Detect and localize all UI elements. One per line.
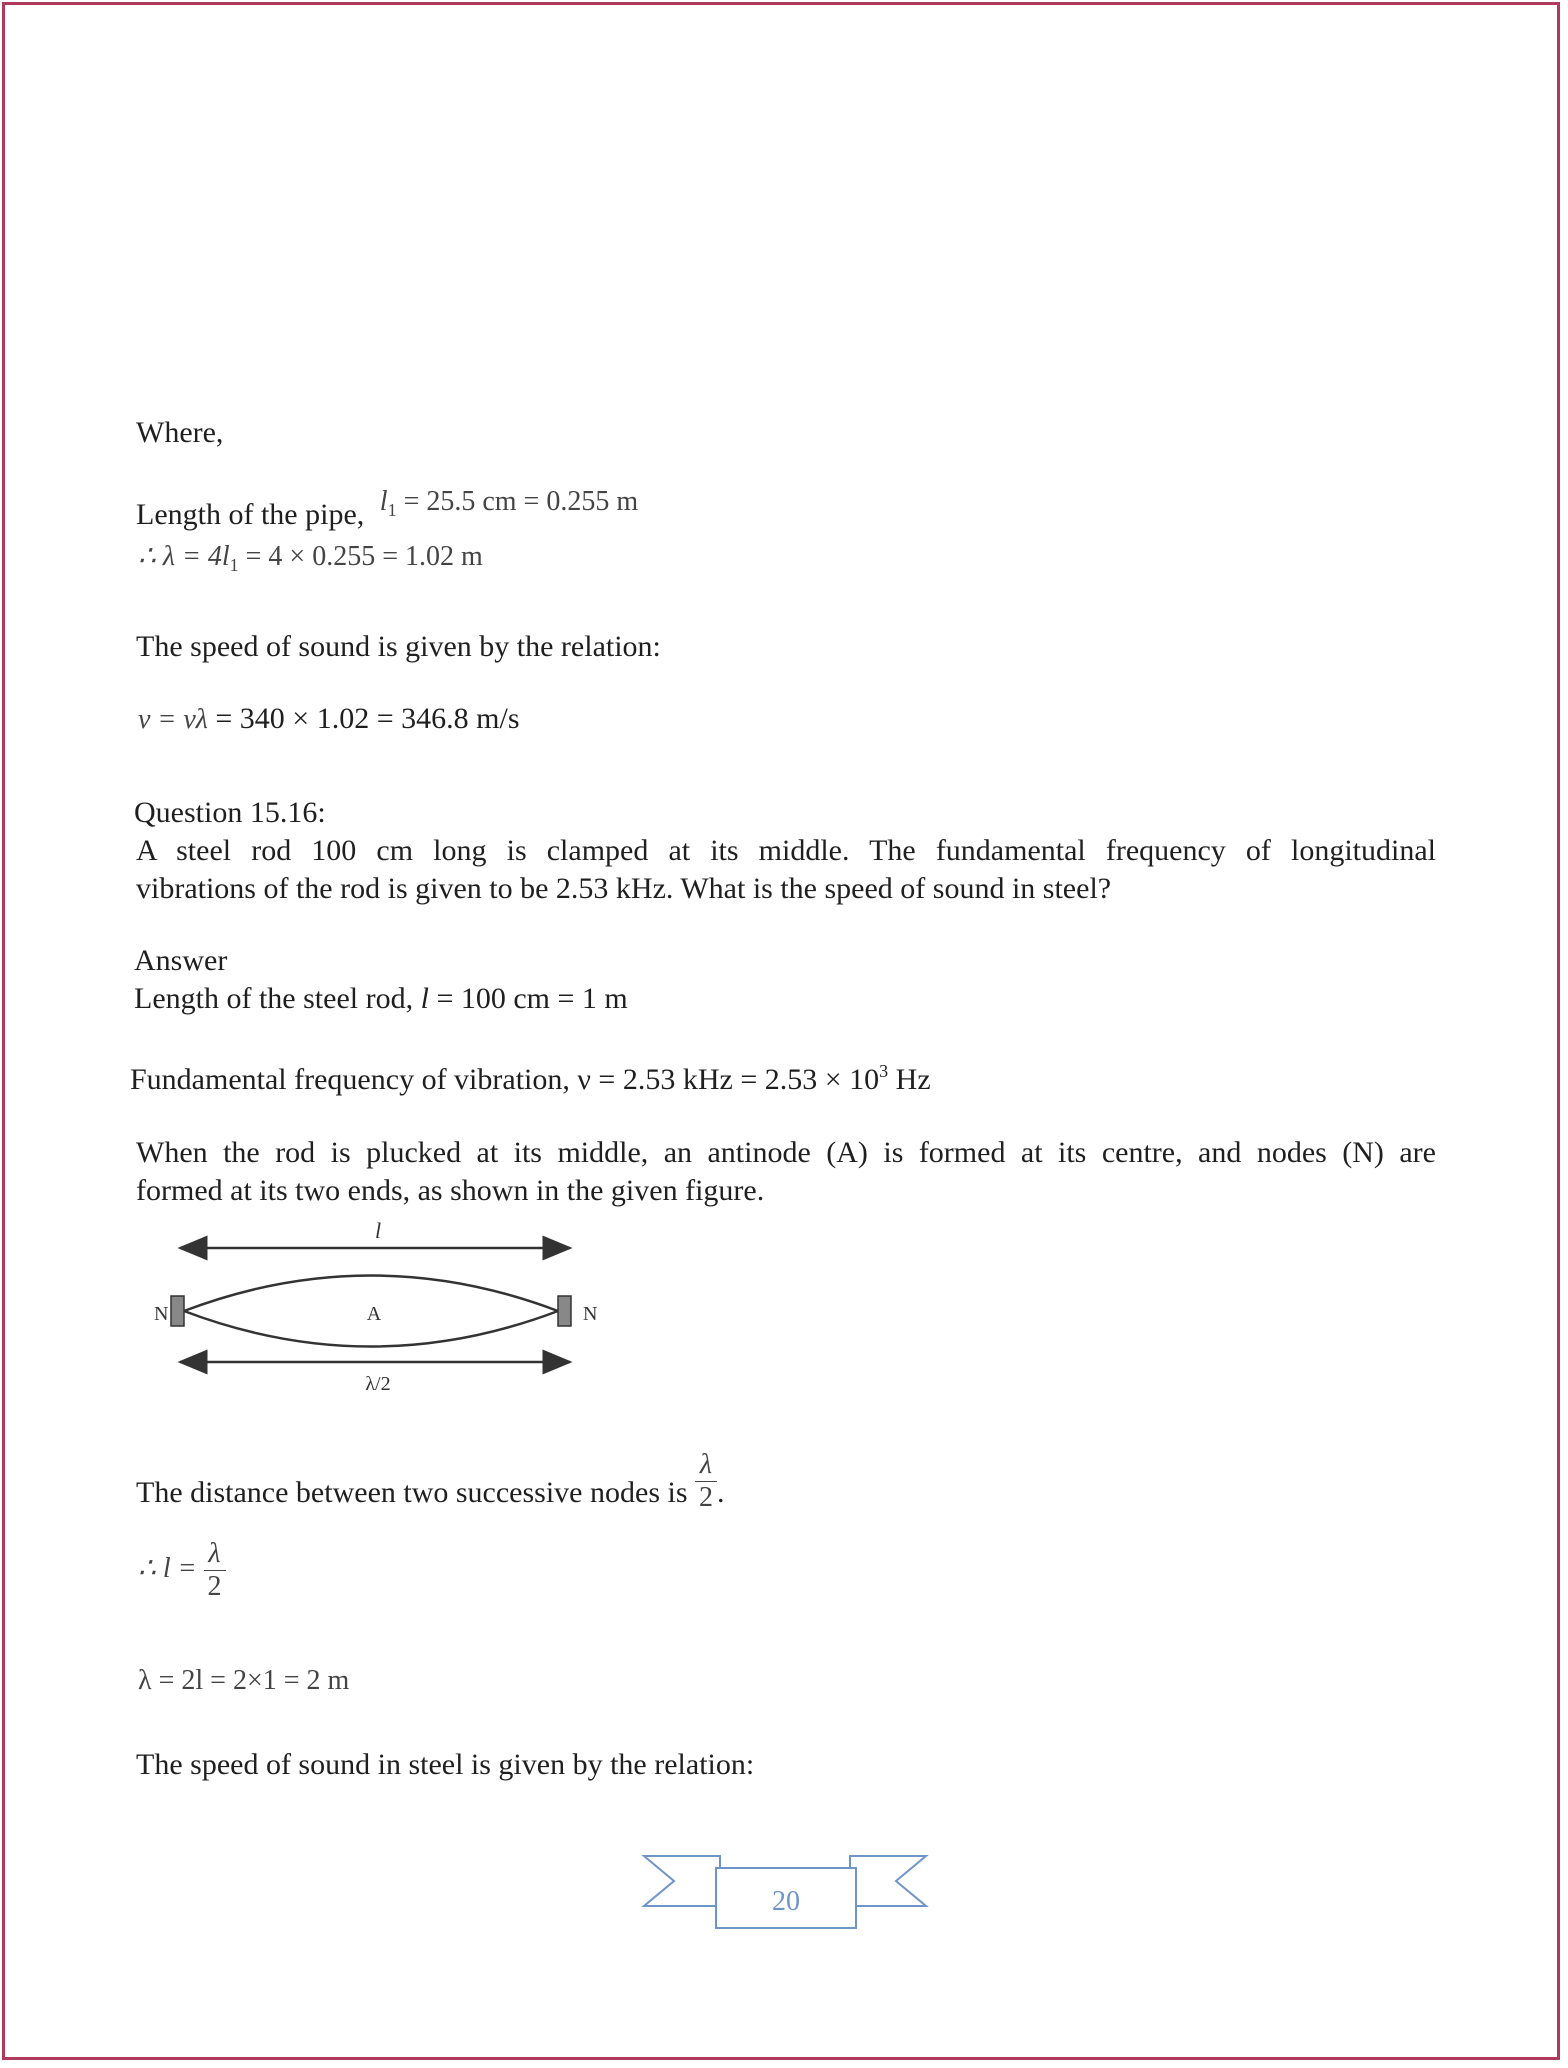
pipe-length-line: [136, 486, 639, 543]
ribbon-left-tail: [644, 1856, 720, 1906]
frequency-line: Fundamental frequency of vibration, ν = 2.53 kHz = $2.53 \times 10^3$ Hz: [130, 1061, 931, 1096]
question-line-1: A steel rod 100 cm long is clamped at its middle. The fundamental frequency of longitudinal: [136, 834, 1436, 867]
lambda-over-two: $\frac{\lambda}{2}$: [695, 1449, 717, 1514]
nodes-distance-line: The distance between two successive nodes is $\frac{\lambda}{2}$ .: [136, 1448, 725, 1513]
pluck-line-1: When the rod is plucked at its middle, an antinode (A) is formed at its centre, and nodes (N) are: [136, 1136, 1436, 1169]
wavelength-result: λ = 2l = 2×1 = 2 m: [138, 1665, 350, 1696]
wavelength-equation: ∴ $\lambda = 4l_1 = 4 \times 0.255 = 1.02$ m: [138, 541, 483, 575]
figure-length-label: l: [374, 1218, 382, 1243]
ribbon-right-tail: [850, 1856, 926, 1906]
pipe-length-label: Length of the pipe,: [136, 498, 365, 531]
right-clamp: [558, 1296, 571, 1326]
left-node-label: N: [154, 1303, 169, 1325]
where-label: Where,: [136, 416, 224, 449]
rod-vibration-figure: [130, 1212, 630, 1402]
pipe-length-equation: $l_1 = 25.5$ cm = 0.255 m: [379, 486, 639, 520]
page-number: 20: [772, 1886, 800, 1917]
question-title: Question 15.16:: [134, 796, 326, 829]
right-node-label: N: [583, 1303, 598, 1325]
pluck-line-2: formed at its two ends, as shown in the given figure.: [136, 1174, 765, 1207]
answer-title: Answer: [134, 944, 228, 977]
antinode-label: A: [366, 1303, 382, 1325]
speed-equation: v = νλ = 340 × 1.02 = 346.8 m/s: [138, 702, 520, 735]
speed-relation-text: The speed of sound is given by the relation:: [136, 630, 661, 663]
half-wavelength-label: λ/2: [365, 1373, 391, 1395]
l-fraction: $\frac{\lambda}{2}$: [204, 1538, 226, 1603]
length-equals-half-lambda: ∴ l = $\frac{\lambda}{2}$: [138, 1534, 226, 1604]
left-clamp: [171, 1296, 184, 1326]
rod-length-line: Length of the steel rod, l = 100 cm = 1 m: [134, 982, 628, 1015]
page-number-ribbon: [640, 1848, 940, 1944]
question-line-2: vibrations of the rod is given to be 2.53 kHz. What is the speed of sound in steel?: [136, 872, 1112, 905]
speed-relation-steel: The speed of sound in steel is given by the relation:: [136, 1748, 755, 1781]
